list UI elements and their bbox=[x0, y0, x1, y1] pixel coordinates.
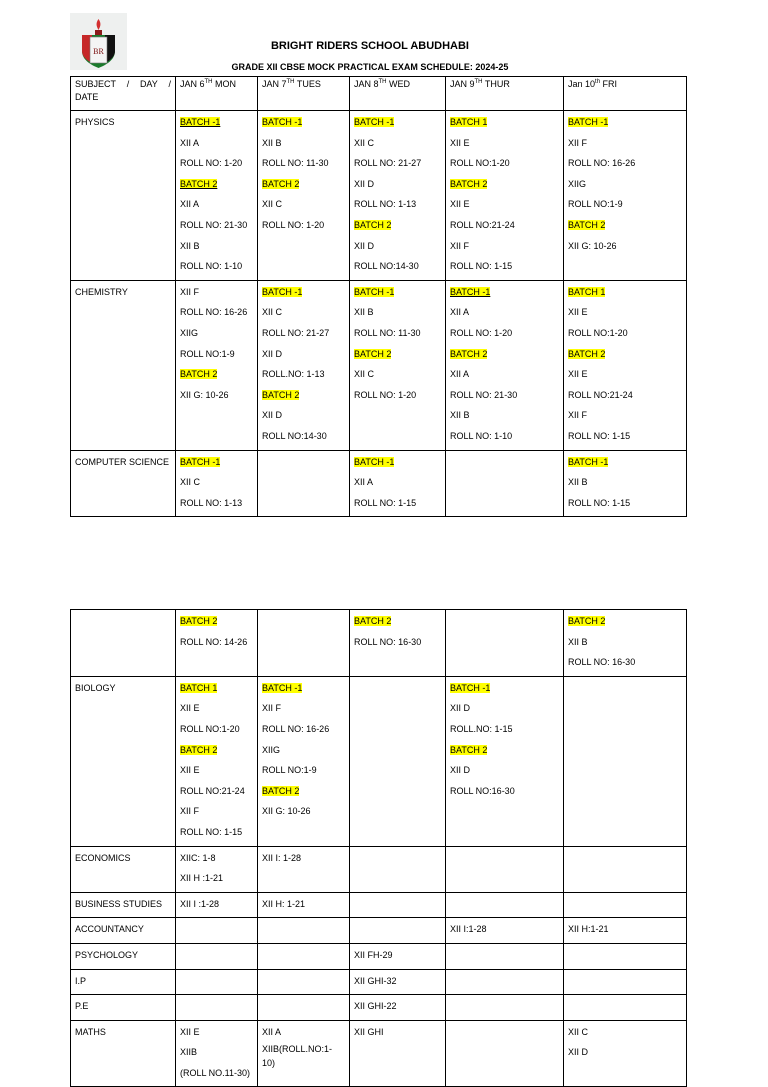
class-section: XII F bbox=[180, 286, 200, 297]
class-section: XIIB bbox=[180, 1047, 198, 1058]
class-section: XIIG bbox=[568, 178, 587, 189]
batch-label: BATCH 2 bbox=[450, 178, 488, 189]
schedule-cell bbox=[446, 610, 564, 677]
roll-number-range: ROLL NO: 16-26 bbox=[262, 723, 330, 734]
schedule-cell bbox=[176, 846, 258, 892]
class-section: XII A bbox=[262, 1026, 282, 1037]
subject-cell: ACCOUNTANCY bbox=[71, 918, 176, 944]
schedule-cell bbox=[350, 846, 446, 892]
roll-number-range: ROLL NO: 1-15 bbox=[568, 430, 631, 441]
class-section: XII GHI-32 bbox=[354, 975, 397, 986]
schedule-cell bbox=[258, 1020, 350, 1087]
class-section: XII FH-29 bbox=[354, 949, 393, 960]
schedule-cell bbox=[176, 969, 258, 995]
class-section: XII B bbox=[450, 410, 470, 421]
subject-cell: COMPUTER SCIENCE bbox=[71, 450, 176, 517]
batch-label: BATCH 2 bbox=[180, 616, 218, 626]
schedule-cell bbox=[258, 969, 350, 995]
batch-label: BATCH 2 bbox=[262, 389, 300, 400]
header-day-wed: JAN 8TH WED bbox=[350, 77, 446, 111]
schedule-cell bbox=[350, 280, 446, 450]
schedule-cell bbox=[350, 610, 446, 677]
class-section: XII F bbox=[180, 806, 200, 817]
class-section: XII C bbox=[354, 369, 375, 380]
schedule-row-biology bbox=[71, 676, 687, 846]
class-section: XII F bbox=[262, 703, 282, 714]
roll-number-range: ROLL NO:16-30 bbox=[450, 785, 515, 796]
schedule-cell bbox=[564, 969, 687, 995]
class-section: XII E bbox=[568, 307, 588, 318]
batch-label: BATCH -1 bbox=[450, 682, 491, 693]
schedule-row-business-studies bbox=[71, 892, 687, 918]
roll-number-range: ROLL NO:1-20 bbox=[450, 158, 510, 169]
roll-number-range: ROLL NO:1-9 bbox=[262, 765, 317, 776]
class-section: XII A bbox=[450, 307, 470, 318]
schedule-cell bbox=[350, 1020, 446, 1087]
schedule-cell bbox=[176, 676, 258, 846]
schedule-row-chemistry bbox=[71, 280, 687, 450]
subject-cell bbox=[71, 610, 176, 677]
roll-number-range: ROLL NO:14-30 bbox=[354, 261, 419, 272]
class-section: XII A bbox=[180, 199, 200, 210]
subject-cell: I.P bbox=[71, 969, 176, 995]
roll-number-range: ROLL NO: 1-20 bbox=[262, 219, 325, 230]
subject-cell: ECONOMICS bbox=[71, 846, 176, 892]
class-section: XII C bbox=[262, 199, 283, 210]
roll-number-range: ROLL NO: 1-20 bbox=[354, 389, 417, 400]
schedule-cell bbox=[446, 676, 564, 846]
class-section: XIIG bbox=[262, 744, 281, 755]
schedule-cell bbox=[176, 918, 258, 944]
schedule-cell bbox=[350, 676, 446, 846]
class-section: XII E bbox=[568, 369, 588, 380]
batch-label: BATCH 2 bbox=[568, 348, 606, 359]
batch-label: BATCH 2 bbox=[262, 178, 300, 189]
batch-label: BATCH -1 bbox=[354, 286, 395, 297]
roll-number-range: ROLL NO: 1-13 bbox=[180, 497, 243, 508]
schedule-row-physics bbox=[71, 111, 687, 281]
schedule-cell bbox=[176, 892, 258, 918]
schedule-cell bbox=[176, 111, 258, 281]
class-section: XII GHI-22 bbox=[354, 1001, 397, 1012]
header-subject-word: SUBJECT bbox=[75, 79, 117, 89]
schedule-cell bbox=[446, 918, 564, 944]
schedule-cell bbox=[564, 111, 687, 281]
class-section: XII H:1-21 bbox=[568, 924, 609, 935]
roll-number-range: ROLL NO: 1-10 bbox=[180, 261, 243, 272]
schedule-cell bbox=[258, 846, 350, 892]
subject-cell: BUSINESS STUDIES bbox=[71, 892, 176, 918]
roll-number-range: ROLL NO: 14-26 bbox=[180, 636, 248, 647]
schedule-cell bbox=[446, 280, 564, 450]
schedule-cell bbox=[564, 943, 687, 969]
batch-label: BATCH 2 bbox=[354, 219, 392, 230]
schedule-cell bbox=[258, 943, 350, 969]
roll-number-range: ROLL NO: 1-15 bbox=[450, 261, 513, 272]
class-section: XII F bbox=[450, 240, 470, 251]
schedule-cell bbox=[350, 111, 446, 281]
class-section: XII H :1-21 bbox=[180, 873, 224, 884]
schedule-cell bbox=[446, 1020, 564, 1087]
class-section: XII D bbox=[450, 765, 471, 776]
header-day-word: DAY bbox=[139, 79, 158, 89]
schedule-cell bbox=[564, 846, 687, 892]
schedule-cell bbox=[564, 610, 687, 677]
schedule-cell bbox=[176, 943, 258, 969]
roll-number-range: ROLL NO: 1-10 bbox=[450, 430, 513, 441]
roll-number-range: ROLL.NO: 1-15 bbox=[450, 723, 513, 734]
batch-label: BATCH 1 bbox=[568, 286, 606, 297]
subject-day-date-header bbox=[71, 77, 176, 111]
header-day-fri: Jan 10th FRI bbox=[564, 77, 687, 111]
batch-label: BATCH 1 bbox=[180, 682, 218, 693]
roll-number-range: XIIB(ROLL.NO:1-10) bbox=[262, 1044, 333, 1069]
class-section: XII B bbox=[262, 137, 282, 148]
batch-label: BATCH 2 bbox=[180, 744, 218, 755]
schedule-cell bbox=[446, 892, 564, 918]
batch-label: BATCH 2 bbox=[354, 616, 392, 626]
class-section: XII I :1-28 bbox=[180, 898, 220, 909]
schedule-cell bbox=[176, 280, 258, 450]
class-section: XII E bbox=[180, 765, 200, 776]
batch-label: BATCH 2 bbox=[262, 785, 300, 796]
roll-number-range: ROLL.NO: 1-13 bbox=[262, 369, 325, 380]
header-date-word: DATE bbox=[75, 92, 99, 102]
roll-number-range: ROLL NO: 16-30 bbox=[354, 636, 422, 647]
header-day-mon: JAN 6TH MON bbox=[176, 77, 258, 111]
roll-number-range: ROLL NO:1-20 bbox=[180, 723, 240, 734]
class-section: XII B bbox=[568, 477, 588, 488]
roll-number-range: ROLL NO:1-20 bbox=[568, 327, 628, 338]
schedule-row-continued bbox=[71, 610, 687, 677]
schedule-cell bbox=[564, 995, 687, 1021]
schedule-cell bbox=[446, 846, 564, 892]
roll-number-range: ROLL NO: 1-20 bbox=[180, 158, 243, 169]
class-section: XII G: 10-26 bbox=[262, 806, 311, 817]
schedule-row-maths bbox=[71, 1020, 687, 1087]
roll-number-range: ROLL NO: 21-27 bbox=[354, 158, 422, 169]
schedule-cell bbox=[258, 892, 350, 918]
batch-label: BATCH -1 bbox=[262, 682, 303, 693]
schedule-cell bbox=[258, 111, 350, 281]
roll-number-range: ROLL NO: 11-30 bbox=[262, 158, 329, 169]
batch-label: BATCH -1 bbox=[262, 117, 303, 127]
batch-label: BATCH 2 bbox=[180, 369, 218, 380]
class-section: XII D bbox=[262, 410, 283, 421]
header-separator: / bbox=[126, 79, 130, 89]
roll-number-range: ROLL NO: 21-30 bbox=[180, 219, 248, 230]
batch-label: BATCH -1 bbox=[180, 456, 221, 467]
batch-label: BATCH 2 bbox=[354, 348, 392, 359]
schedule-cell bbox=[564, 450, 687, 517]
batch-label: BATCH -1 bbox=[450, 286, 491, 297]
schedule-row-i-p bbox=[71, 969, 687, 995]
header-separator: / bbox=[168, 79, 171, 89]
class-section: XII A bbox=[450, 369, 470, 380]
batch-label: BATCH 1 bbox=[450, 117, 488, 127]
subject-cell: BIOLOGY bbox=[71, 676, 176, 846]
schedule-cell bbox=[350, 892, 446, 918]
subject-cell: P.E bbox=[71, 995, 176, 1021]
roll-number-range: ROLL NO: 11-30 bbox=[354, 327, 421, 338]
class-section: XII E bbox=[450, 199, 470, 210]
class-section: XII D bbox=[450, 703, 471, 714]
header-row bbox=[71, 77, 687, 111]
class-section: XII C bbox=[262, 307, 283, 318]
class-section: XII C bbox=[180, 477, 201, 488]
class-section: XII F bbox=[568, 137, 588, 148]
class-section: XII A bbox=[180, 137, 200, 148]
schedule-cell bbox=[258, 450, 350, 517]
roll-number-range: ROLL NO: 1-15 bbox=[180, 826, 243, 837]
class-section: XII E bbox=[180, 1026, 200, 1037]
roll-number-range: ROLL NO: 1-13 bbox=[354, 199, 417, 210]
schedule-cell bbox=[564, 1020, 687, 1087]
schedule-row-psychology bbox=[71, 943, 687, 969]
batch-label: BATCH -1 bbox=[180, 117, 221, 127]
class-section: XII I: 1-28 bbox=[262, 852, 302, 863]
schedule-cell bbox=[446, 943, 564, 969]
batch-label: BATCH 2 bbox=[568, 616, 606, 626]
class-section: XII B bbox=[354, 307, 374, 318]
roll-number-range: ROLL NO: 1-15 bbox=[568, 497, 631, 508]
schedule-cell bbox=[350, 943, 446, 969]
schedule-cell bbox=[176, 610, 258, 677]
schedule-cell bbox=[350, 995, 446, 1021]
batch-label: BATCH -1 bbox=[568, 456, 609, 467]
roll-number-range: ROLL NO:14-30 bbox=[262, 430, 327, 441]
schedule-row-p-e bbox=[71, 995, 687, 1021]
roll-number-range: ROLL NO:21-24 bbox=[180, 785, 245, 796]
class-section: XII A bbox=[354, 477, 374, 488]
roll-number-range: ROLL NO: 16-26 bbox=[180, 307, 248, 318]
roll-number-range: (ROLL NO.11-30) bbox=[180, 1067, 251, 1078]
schedule-cell bbox=[446, 450, 564, 517]
schedule-row-computer-science bbox=[71, 450, 687, 517]
schedule-table-page-2 bbox=[70, 609, 687, 1087]
roll-number-range: ROLL NO:21-24 bbox=[450, 219, 515, 230]
batch-label: BATCH -1 bbox=[354, 117, 395, 127]
schedule-cell bbox=[350, 969, 446, 995]
schedule-cell bbox=[258, 280, 350, 450]
batch-label: BATCH -1 bbox=[568, 117, 609, 127]
schedule-table-page-1 bbox=[70, 76, 687, 517]
schedule-cell bbox=[176, 450, 258, 517]
class-section: XII C bbox=[354, 137, 375, 148]
class-section: XII D bbox=[354, 240, 375, 251]
schedule-cell bbox=[564, 892, 687, 918]
roll-number-range: ROLL NO: 21-27 bbox=[262, 327, 330, 338]
class-section: XII GHI bbox=[354, 1026, 384, 1037]
schedule-cell bbox=[446, 995, 564, 1021]
batch-label: BATCH 2 bbox=[568, 219, 606, 230]
class-section: XII G: 10-26 bbox=[180, 389, 229, 400]
schedule-row-accountancy bbox=[71, 918, 687, 944]
roll-number-range: ROLL NO:21-24 bbox=[568, 389, 633, 400]
schedule-cell bbox=[258, 676, 350, 846]
schedule-cell bbox=[176, 995, 258, 1021]
schedule-cell bbox=[564, 918, 687, 944]
class-section: XII D bbox=[568, 1047, 589, 1058]
schedule-cell bbox=[446, 111, 564, 281]
class-section: XII E bbox=[450, 137, 470, 148]
roll-number-range: ROLL NO: 16-30 bbox=[568, 657, 636, 668]
class-section: XII G: 10-26 bbox=[568, 240, 617, 251]
school-name: BRIGHT RIDERS SCHOOL ABUDHABI bbox=[270, 40, 469, 52]
schedule-cell bbox=[564, 676, 687, 846]
batch-label: BATCH 2 bbox=[180, 178, 218, 189]
roll-number-range: ROLL NO: 21-30 bbox=[450, 389, 518, 400]
class-section: XII F bbox=[568, 410, 588, 421]
schedule-cell bbox=[350, 450, 446, 517]
schedule-cell bbox=[258, 995, 350, 1021]
subject-cell: PHYSICS bbox=[71, 111, 176, 281]
schedule-cell bbox=[446, 969, 564, 995]
roll-number-range: ROLL NO:1-9 bbox=[568, 199, 623, 210]
roll-number-range: ROLL NO: 16-26 bbox=[568, 158, 636, 169]
batch-label: BATCH 2 bbox=[450, 744, 488, 755]
class-section: XII H: 1-21 bbox=[262, 898, 306, 909]
class-section: XII B bbox=[180, 240, 200, 251]
class-section: XII E bbox=[180, 703, 200, 714]
header-day-thur: JAN 9TH THUR bbox=[446, 77, 564, 111]
schedule-cell bbox=[258, 610, 350, 677]
schedule-cell bbox=[564, 280, 687, 450]
roll-number-range: ROLL NO: 1-15 bbox=[354, 497, 417, 508]
class-section: XII D bbox=[354, 178, 375, 189]
subject-cell: MATHS bbox=[71, 1020, 176, 1087]
batch-label: BATCH 2 bbox=[450, 348, 488, 359]
batch-label: BATCH -1 bbox=[354, 456, 395, 467]
class-section: XII D bbox=[262, 348, 283, 359]
class-section: XII C bbox=[568, 1026, 589, 1037]
batch-label: BATCH -1 bbox=[262, 286, 303, 297]
schedule-row-economics bbox=[71, 846, 687, 892]
subject-cell: PSYCHOLOGY bbox=[71, 943, 176, 969]
header-day-tues: JAN 7TH TUES bbox=[258, 77, 350, 111]
class-section: XIIC: 1-8 bbox=[180, 852, 216, 863]
schedule-cell bbox=[176, 1020, 258, 1087]
roll-number-range: ROLL NO: 1-20 bbox=[450, 327, 513, 338]
class-section: XII B bbox=[568, 636, 588, 647]
subject-cell: CHEMISTRY bbox=[71, 280, 176, 450]
schedule-cell bbox=[258, 918, 350, 944]
roll-number-range: ROLL NO:1-9 bbox=[180, 348, 235, 359]
logo-text: BR bbox=[93, 47, 104, 56]
class-section: XIIG bbox=[180, 327, 199, 338]
schedule-cell bbox=[350, 918, 446, 944]
schedule-title: GRADE XII CBSE MOCK PRACTICAL EXAM SCHEDULE: 2024-25 bbox=[231, 62, 509, 72]
class-section: XII I:1-28 bbox=[450, 924, 487, 935]
